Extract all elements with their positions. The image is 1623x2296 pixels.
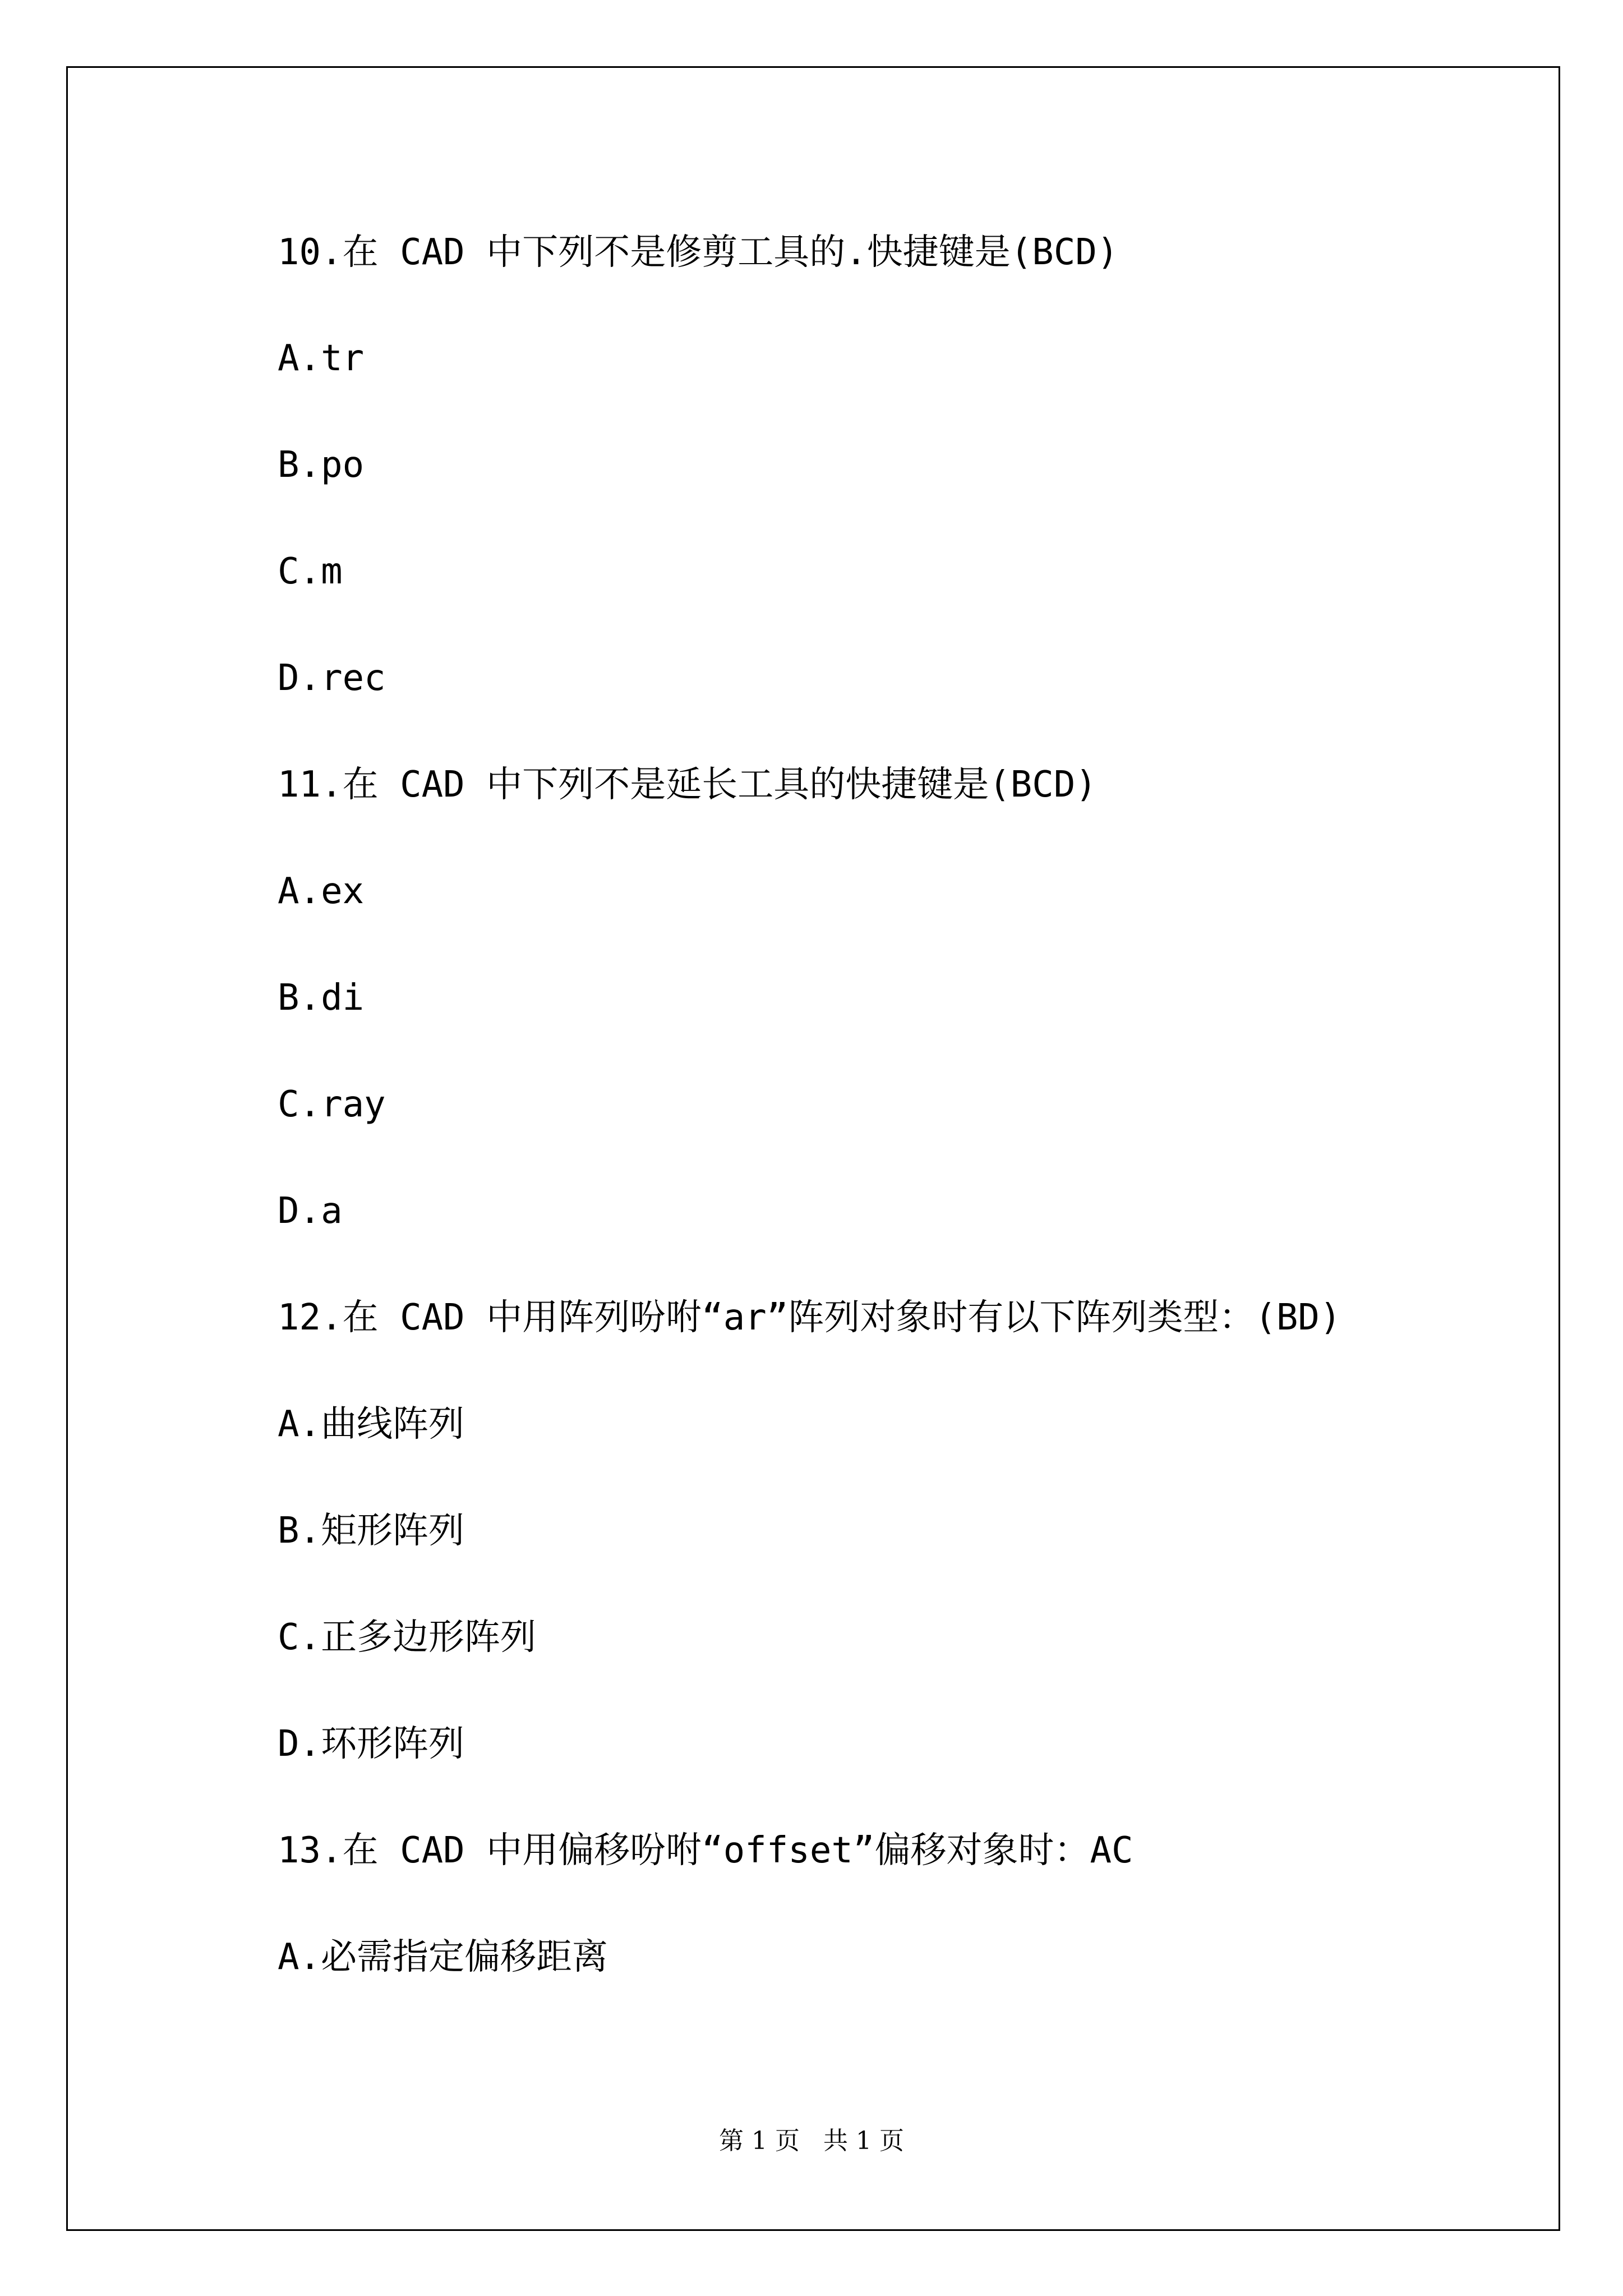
q12-option-a: A.曲线阵列 (278, 1404, 465, 1445)
question-11: 11.在 CAD 中下列不是延长工具的快捷键是(BCD) (278, 764, 1097, 806)
q13-option-a: A.必需指定偏移距离 (278, 1936, 608, 1978)
question-10: 10.在 CAD 中下列不是修剪工具的.快捷键是(BCD) (278, 232, 1119, 273)
q11-option-c: C.ray (278, 1084, 386, 1125)
question-12: 12.在 CAD 中用阵列吩咐“ar”阵列对象时有以下阵列类型：(BD) (278, 1297, 1341, 1338)
q11-option-d: D.a (278, 1190, 343, 1232)
q11-option-a: A.ex (278, 871, 365, 912)
q10-option-d: D.rec (278, 657, 386, 699)
page-number-footer: 第 1 页 共 1 页 (719, 2127, 904, 2155)
q11-option-b: B.di (278, 977, 365, 1019)
q12-option-d: D.环形阵列 (278, 1723, 465, 1765)
q10-option-a: A.tr (278, 338, 365, 379)
q10-option-c: C.m (278, 551, 343, 592)
page-border (66, 66, 1560, 2231)
question-13: 13.在 CAD 中用偏移吩咐“offset”偏移对象时：AC (278, 1830, 1133, 1871)
q10-option-b: B.po (278, 444, 365, 486)
q12-option-b: B.矩形阵列 (278, 1510, 465, 1552)
q12-option-c: C.正多边形阵列 (278, 1617, 537, 1658)
